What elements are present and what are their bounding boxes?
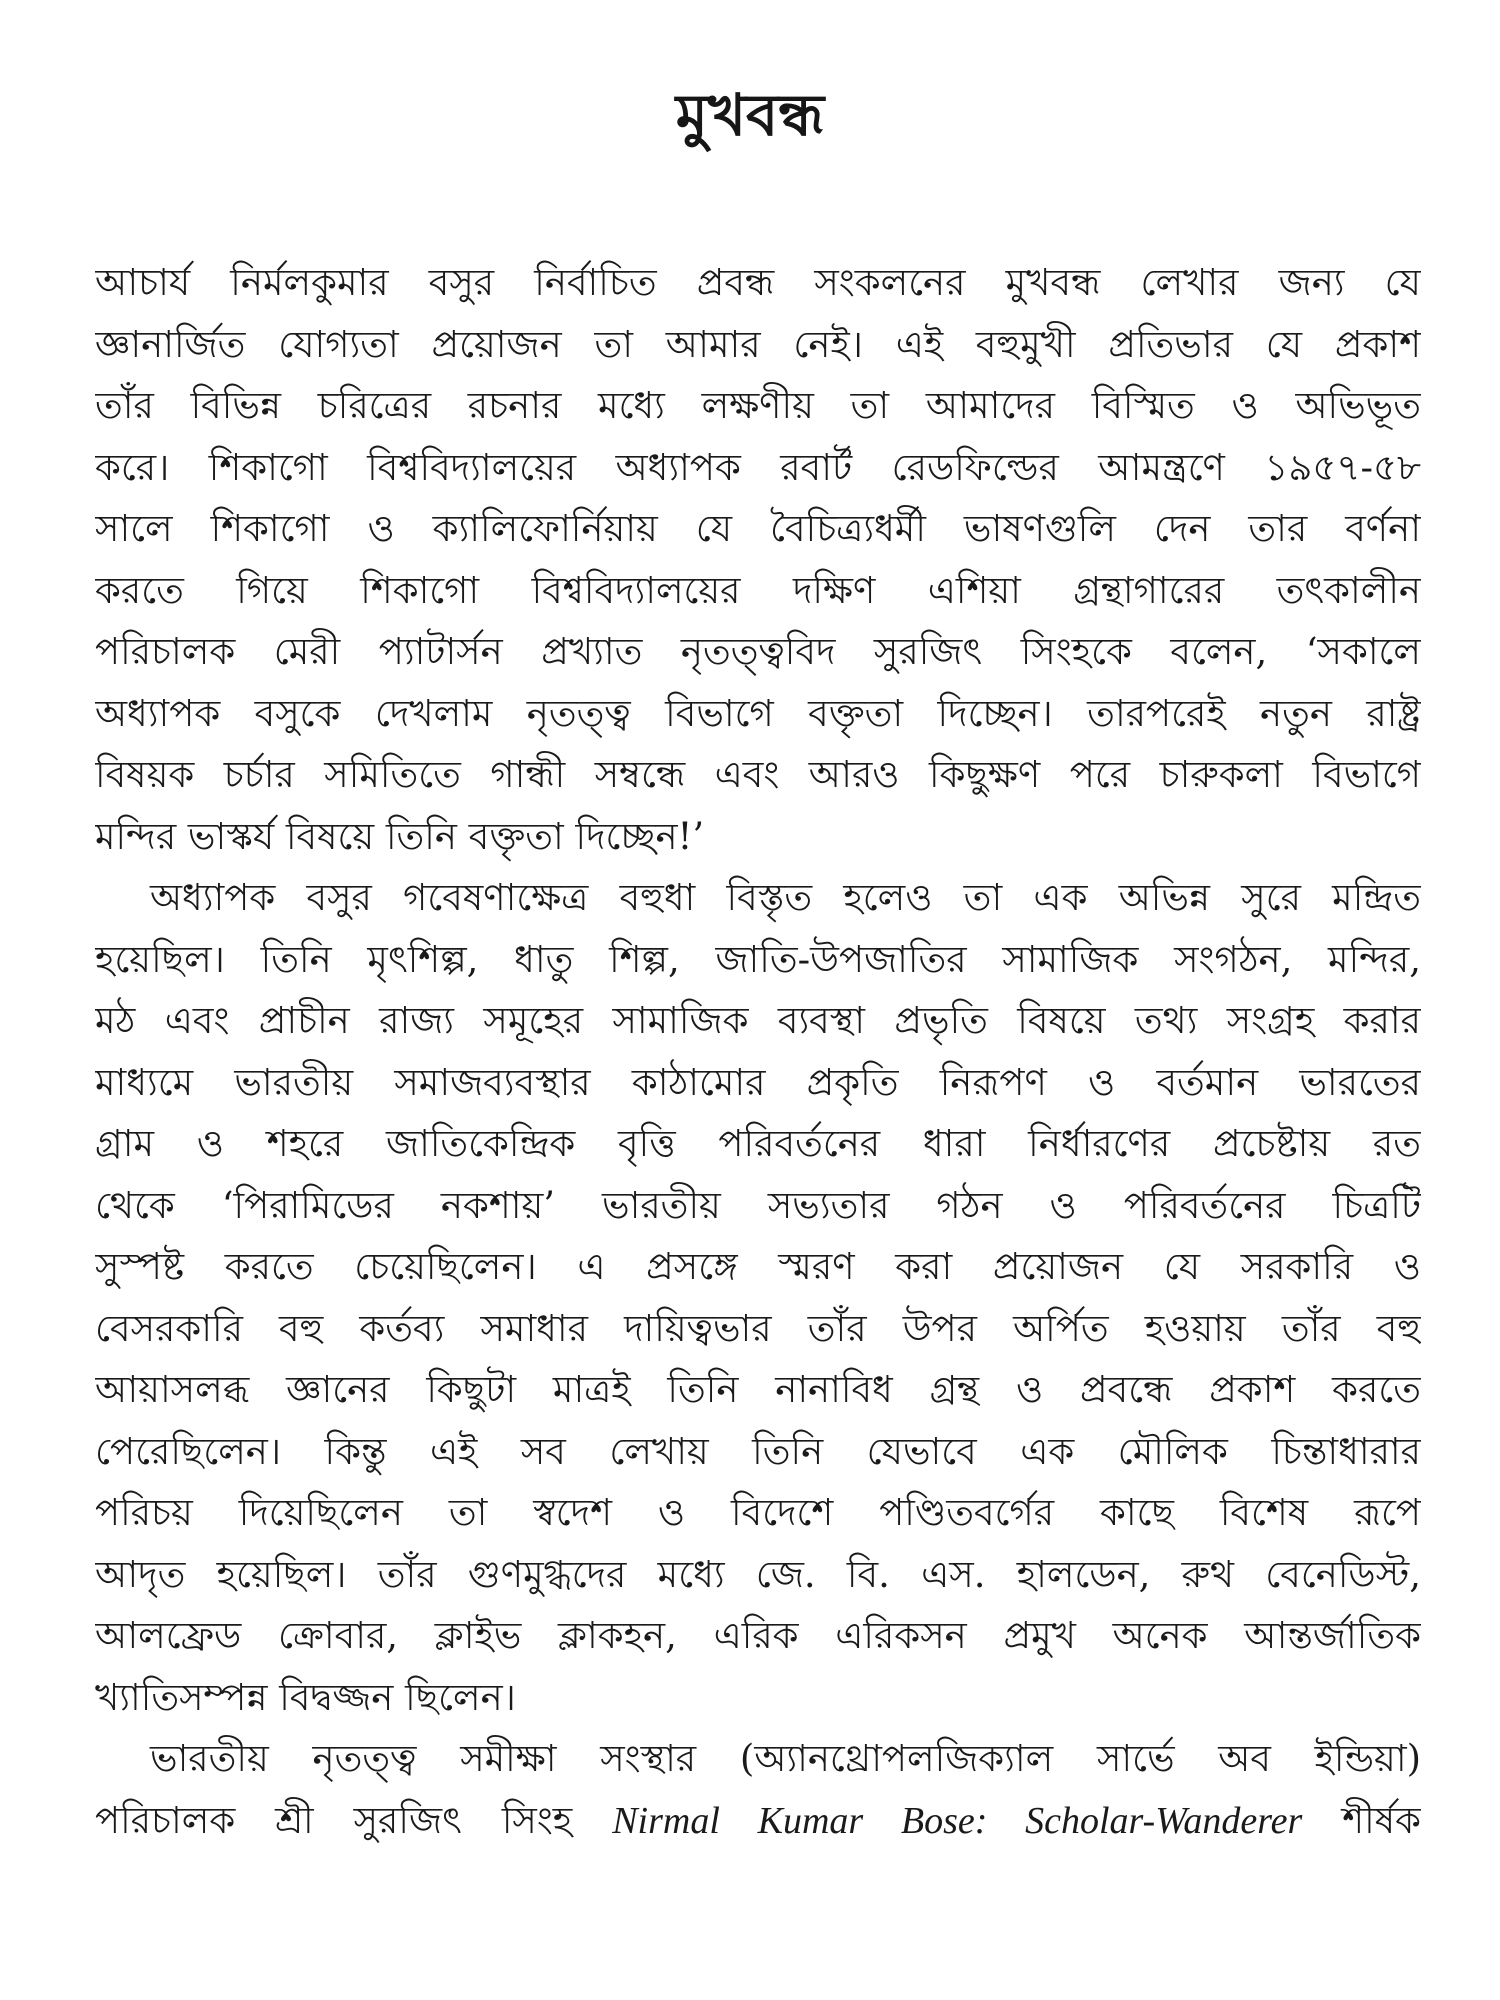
text-segment: শীর্ষক [1302, 1798, 1421, 1842]
text-line: অধ্যাপক বসুর গবেষণাক্ষেত্র বহুধা বিস্তৃত হলেও তা এক অভিন্ন সুরে মন্দ্রিত [150, 876, 1421, 919]
text-line: বিষয়ক চর্চার সমিতিতে গান্ধী সম্বন্ধে এবং আরও কিছুক্ষণ পরে চারুকলা বিভাগে [95, 753, 1421, 796]
text-line: তাঁর বিভিন্ন চরিত্রের রচনার মধ্যে লক্ষণীয় তা আমাদের বিস্মিত ও অভিভূত [95, 384, 1421, 427]
text-line: গ্রাম ও শহরে জাতিকেন্দ্রিক বৃত্তি পরিবর্তনের ধারা নির্ধারণের প্রচেষ্টায় রত [95, 1122, 1421, 1165]
text-line: পেরেছিলেন। কিন্তু এই সব লেখায় তিনি যেভাবে এক মৌলিক চিন্তাধারার [95, 1429, 1421, 1473]
book-title-italic: Nirmal Kumar Bose: Scholar-Wanderer [612, 1799, 1303, 1842]
body-text [95, 252, 1421, 1851]
text-line: আয়াসলব্ধ জ্ঞানের কিছুটা মাত্রই তিনি নানাবিধ গ্রন্থ ও প্রবন্ধে প্রকাশ করতে [95, 1368, 1421, 1411]
text-line: সুস্পষ্ট করতে চেয়েছিলেন। এ প্রসঙ্গে স্মরণ করা প্রয়োজন যে সরকারি ও [95, 1245, 1421, 1288]
text-line: করতে গিয়ে শিকাগো বিশ্ববিদ্যালয়ের দক্ষিণ এশিয়া গ্রন্থাগারের তৎকালীন [95, 568, 1421, 612]
text-line: মঠ এবং প্রাচীন রাজ্য সমূহের সামাজিক ব্যবস্থা প্রভৃতি বিষয়ে তথ্য সংগ্রহ করার [95, 999, 1421, 1042]
text-line: পরিচয় দিয়েছিলেন তা স্বদেশ ও বিদেশে পণ্ডিতবর্গের কাছে বিশেষ রূপে [95, 1491, 1421, 1534]
paragraph-2 [95, 867, 1421, 1728]
text-line: আলফ্রেড ক্রোবার, ক্লাইভ ক্লাকহন, এরিক এরিকসন প্রমুখ অনেক আন্তর্জাতিক [95, 1614, 1421, 1657]
text-line: আচার্য নির্মলকুমার বসুর নির্বাচিত প্রবন্ধ সংকলনের মুখবন্ধ লেখার জন্য যে [95, 261, 1421, 304]
text-line: সালে শিকাগো ও ক্যালিফোর্নিয়ায় যে বৈচিত্র্যধর্মী ভাষণগুলি দেন তার বর্ণনা [95, 507, 1421, 550]
text-line: অধ্যাপক বসুকে দেখলাম নৃতত্ত্ব বিভাগে বক্তৃতা দিচ্ছেন। তারপরেই নতুন রাষ্ট্র [95, 691, 1421, 735]
text-line: বেসরকারি বহু কর্তব্য সমাধার দায়িত্বভার তাঁর উপর অর্পিত হওয়ায় তাঁর বহু [95, 1306, 1421, 1350]
paragraph-1 [95, 252, 1421, 867]
paragraph-3 [95, 1728, 1421, 1851]
text-line: জ্ঞানার্জিত যোগ্যতা প্রয়োজন তা আমার নেই। এই বহুমুখী প্রতিভার যে প্রকাশ [95, 322, 1421, 366]
text-line: আদৃত হয়েছিল। তাঁর গুণমুগ্ধদের মধ্যে জে. বি. এস. হালডেন, রুথ বেনেডিস্ট, [95, 1552, 1421, 1596]
text-line: মন্দির ভাস্কর্য বিষয়ে তিনি বক্তৃতা দিচ্ছেন!’ [95, 814, 705, 858]
text-line: করে। শিকাগো বিশ্ববিদ্যালয়ের অধ্যাপক রবার্ট রেডফিল্ডের আমন্ত্রণে ১৯৫৭-৫৮ [95, 445, 1421, 489]
text-line: হয়েছিল। তিনি মৃৎশিল্প, ধাতু শিল্প, জাতি-উপজাতির সামাজিক সংগঠন, মন্দির, [95, 937, 1421, 981]
text-line: মাধ্যমে ভারতীয় সমাজব্যবস্থার কাঠামোর প্রকৃতি নিরূপণ ও বর্তমান ভারতের [95, 1060, 1421, 1104]
text-segment: পরিচালক শ্রী সুরজিৎ সিংহ [95, 1798, 613, 1842]
text-line: থেকে ‘পিরামিডের নকশায়’ ভারতীয় সভ্যতার গঠন ও পরিবর্তনের চিত্রটি [95, 1183, 1421, 1227]
text-line: খ্যাতিসম্পন্ন বিদ্বজ্জন ছিলেন। [95, 1675, 516, 1719]
text-line: পরিচালক মেরী প্যাটার্সন প্রখ্যাত নৃতত্ত্ববিদ সুরজিৎ সিংহকে বলেন, ‘সকালে [95, 630, 1421, 673]
text-line-mixed [95, 1790, 1421, 1852]
page-title: মুখবন্ধ [675, 81, 825, 149]
text-line: ভারতীয় নৃতত্ত্ব সমীক্ষা সংস্থার (অ্যানথ্রোপলজিক্যাল সার্ভে অব ইন্ডিয়া) [150, 1737, 1421, 1780]
